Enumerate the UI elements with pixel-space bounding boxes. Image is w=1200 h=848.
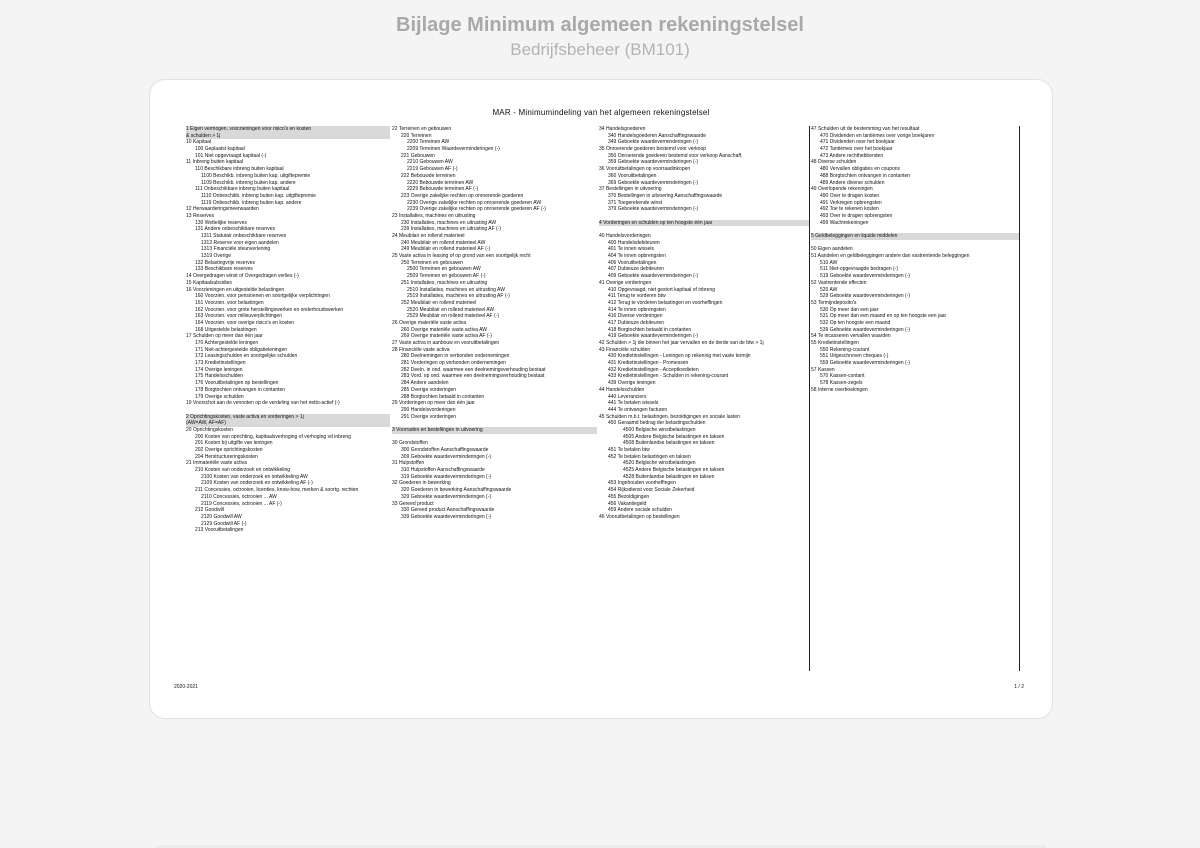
- account-row: 531 Op meer dan een maand en op ten hoogste een jaar: [820, 313, 947, 320]
- account-row: 221 Gebouwen: [401, 152, 435, 159]
- column-divider-right: [1019, 126, 1020, 671]
- account-row: 36 Vooruitbetalingen op voorraadinkopen: [599, 166, 691, 173]
- page-heading: MAR - Minimumindeling van het algemeen rekeningstelsel: [492, 108, 710, 117]
- account-row: 2209 Terreinen Waardeverminderingen (-): [407, 146, 500, 153]
- account-row: 570 Kassen-contant: [820, 373, 865, 380]
- account-row: 532 Op ten hoogste een maand: [820, 319, 891, 326]
- account-row: 454 Rijksdienst voor Sociale Zekerheid: [608, 487, 695, 494]
- account-row: 4500 Belgische winstbelastingen: [623, 426, 696, 433]
- account-row: 441 Te betalen wissels: [608, 400, 659, 407]
- account-row: 174 Overige leningen: [195, 366, 243, 373]
- account-row: 511 Niet-opgevraagde bedragen (-): [820, 266, 899, 273]
- account-row: 58 Interne overboekingen: [811, 386, 868, 393]
- account-row: 29 Vorderingen op meer dan één jaar: [392, 400, 475, 407]
- account-row: 409 Geboekte waardeverminderingen (-): [608, 273, 699, 280]
- account-row: 529 Geboekte waardeverminderingen (-): [820, 293, 911, 300]
- account-row: [599, 213, 809, 220]
- account-row: 22 Terreinen en gebouwen: [392, 126, 452, 132]
- account-row: 550 Rekening-courant: [820, 346, 870, 353]
- account-row: 110 Beschikbare inbreng buiten kapitaal: [195, 166, 284, 173]
- account-row: 131 Andere onbeschikbare reserves: [195, 226, 276, 233]
- page-footer-year: 2020-2021: [174, 684, 198, 690]
- account-row: 249 Meubilair en rollend materieel AF (-): [401, 246, 491, 253]
- account-row: 439 Overige leningen: [608, 380, 656, 387]
- account-row: 288 Borgtochten betaald in contanten: [401, 393, 485, 400]
- account-row: 16 Voorzieningen en uitgestelde belastingen: [186, 286, 285, 293]
- account-row: 111 Onbeschikbare inbreng buiten kapitaal: [195, 186, 290, 193]
- account-row: 57 Kassen: [811, 366, 835, 373]
- account-row: 21 Immateriële vaste activa: [186, 460, 247, 467]
- account-row: 47 Schulden uit de bestemming van het resultaat: [811, 126, 920, 132]
- account-row: 252 Meubilair en rollend materieel: [401, 299, 477, 306]
- account-row: 444 Te ontvangen facturen: [608, 406, 668, 413]
- account-row: 1100 Beschikb. inbreng buiten kap. uitgiftepremie: [201, 172, 311, 179]
- account-row: 2500 Terreinen en gebouwen AW: [407, 266, 481, 273]
- account-row: 519 Geboekte waardeverminderingen (-): [820, 273, 911, 280]
- account-row: 172 Leasingschulden en soortgelijke schulden: [195, 353, 298, 360]
- account-row: 488 Borgtochten ontvangen in contanten: [820, 172, 911, 179]
- account-row: 407 Dubieuze debiteuren: [608, 266, 664, 273]
- account-row: 23 Installaties, machines en uitrusting: [392, 212, 476, 219]
- account-row: 431 Kredietinstellingen - Promessen: [608, 360, 689, 367]
- account-row: 412 Terug te vorderen belastingen en voorheffingen: [608, 299, 723, 306]
- account-row: 211 Concessies, octrooien, licenties, know-how, merken & soortg. rechten: [195, 487, 359, 494]
- account-row: 300 Grondstoffen Aanschaffingswaarde: [401, 447, 489, 453]
- account-column-1: [186, 126, 390, 534]
- account-row: 4525 Andere Belgische belastingen en taksen: [623, 467, 725, 474]
- account-row: 473 Andere rechthebbenden: [820, 152, 884, 159]
- account-row: 32 Goederen in bewerking: [392, 480, 451, 487]
- account-row: 2200 Terreinen AW: [407, 139, 450, 146]
- account-row: 4508 Buitenlandse belastingen en taksen: [623, 440, 715, 447]
- account-row: 451 Te betalen btw: [608, 447, 650, 453]
- account-row: 168 Uitgestelde belastingen: [195, 326, 257, 333]
- account-row: 41 Overige vorderingen: [599, 279, 652, 286]
- account-row: 290 Handelsvorderingen: [401, 406, 456, 413]
- account-row: 2110 Concessies, octrooien ... AW: [201, 493, 277, 500]
- account-row: 404 Te innen opbrengsten: [608, 253, 666, 260]
- account-row: 1119 Onbeschikb. inbreng buiten kap. andere: [201, 199, 302, 206]
- account-row: 15 Kapitaalsubsidies: [186, 279, 232, 286]
- account-row: 133 Beschikbare reserves: [195, 266, 253, 273]
- account-row: 2510 Installaties, machines en uitrusting AW: [407, 286, 505, 293]
- account-row: 10 Kapitaal: [186, 139, 212, 146]
- account-row: 480 Vervallen obligaties en coupons: [820, 166, 901, 173]
- account-row: 410 Opgevraagd, niet gestort kapitaal of inbreng: [608, 286, 716, 293]
- account-row: 201 Kosten bij uitgifte van leningen: [195, 440, 273, 447]
- account-row: 240 Meubilair en rollend materieel AW: [401, 239, 486, 246]
- class-header-row: 1 Eigen vermogen, voorzieningen voor risico's en kosten: [186, 126, 390, 133]
- account-row: 202 Overige oprichtingskosten: [195, 447, 263, 453]
- account-row: 310 Hulpstoffen Aanschaffingswaarde: [401, 467, 485, 474]
- account-row: 319 Geboekte waardeverminderingen (-): [401, 473, 492, 480]
- account-row: 559 Geboekte waardeverminderingen (-): [820, 360, 911, 367]
- account-row: 171 Niet-achtergestelde obligatieleningen: [195, 346, 288, 353]
- account-row: 222 Bebouwde terreinen: [401, 172, 456, 179]
- account-row: 50 Eigen aandelen: [811, 246, 853, 253]
- account-row: 40 Handelsvorderingen: [599, 233, 651, 239]
- account-row: 4520 Belgische winstbelastingen: [623, 460, 696, 467]
- account-row: 251 Installaties, machines en uitrusting: [401, 279, 488, 286]
- account-row: 419 Geboekte waardeverminderingen (-): [608, 333, 699, 340]
- account-row: 400 Handelsdebiteuren: [608, 239, 660, 246]
- account-row: 401 Te innen wissels: [608, 246, 655, 253]
- account-row: 100 Geplaatst kapitaal: [195, 146, 245, 153]
- account-row: 370 Bestellingen in uitvoering Aanschaffingswaarde: [608, 192, 723, 199]
- account-row: 28 Financiële vaste activa: [392, 346, 450, 353]
- account-row: 2119 Concessies, octrooien ... AF (-): [201, 500, 282, 507]
- account-row: 1110 Onbeschikb. inbreng buiten kap. uitgiftepremie: [201, 192, 316, 199]
- account-row: [811, 226, 1019, 233]
- account-row: 2220 Bebouwde terreinen AW: [407, 179, 474, 186]
- account-row: 160 Voorzien. voor pensioenen en soortgelijke verplichtingen: [195, 293, 330, 300]
- account-row: [811, 240, 1019, 247]
- account-row: 2229 Bebouwde terreinen AF (-): [407, 186, 479, 193]
- account-row: 31 Hulpstoffen: [392, 460, 425, 467]
- account-row: 163 Voorzien. voor milieuverplichtingen: [195, 313, 282, 320]
- account-row: 339 Geboekte waardeverminderingen (-): [401, 513, 492, 520]
- account-row: 26 Overige materiële vaste activa: [392, 319, 467, 326]
- account-column-2: [392, 126, 597, 521]
- account-row: 12 Herwaarderingsmeerwaarden: [186, 206, 259, 213]
- class-header-row: 4 Vorderingen en schulden op ten hoogste één jaar: [599, 220, 809, 227]
- account-row: 418 Borgtochten betaald in contanten: [608, 326, 692, 333]
- account-row: 1109 Beschikb. inbreng buiten kap. andere: [201, 179, 296, 186]
- account-row: [392, 434, 597, 441]
- account-row: 470 Dividenden en tantièmes over vorige boekjaren: [820, 132, 935, 139]
- account-row: 46 Vooruitbetalingen op bestellingen: [599, 513, 680, 520]
- account-row: 417 Dubieuze debiteuren: [608, 319, 664, 326]
- account-row: 1312 Reserve voor eigen aandelen: [201, 239, 279, 246]
- account-row: 440 Leveranciers: [608, 393, 647, 400]
- account-row: 1319 Overige: [201, 253, 232, 260]
- account-row: 433 Kredietinstellingen - Schulden in rekening-courant: [608, 373, 729, 380]
- account-row: 2520 Meubilair en rollend materieel AW: [407, 306, 495, 313]
- account-column-4: [811, 126, 1019, 671]
- account-row: 578 Kassen-zegels: [820, 380, 863, 387]
- account-row: 42 Schulden > 1j die binnen het jaar vervallen en de derde van de btw > 1j: [599, 340, 764, 346]
- account-row: 2100 Kosten van onderzoek en ontwikkeling AW: [201, 473, 308, 480]
- account-row: 2519 Installaties, machines en uitrusting AF (-): [407, 293, 510, 300]
- account-row: 280 Deelnemingen in verbonden ondernemingen: [401, 353, 510, 360]
- account-row: 2109 Kosten van onderzoek en ontwikkeling AF (-): [201, 480, 313, 487]
- account-row: 493 Over te dragen opbrengsten: [820, 212, 893, 219]
- class-header-row: & schulden > 1j: [186, 133, 390, 140]
- account-row: 4528 Buitenlandse belastingen en taksen: [623, 473, 715, 480]
- account-row: 2120 Goodwill AW: [201, 513, 242, 520]
- account-row: 340 Handelsgoederen Aanschaffingswaarde: [608, 132, 707, 139]
- account-row: 371 Toegerekende winst: [608, 199, 663, 206]
- class-header-row: 5 Geldbeleggingen en liquide middelen: [811, 233, 1019, 240]
- account-row: 54 Te incasseren vervallen waarden: [811, 333, 891, 340]
- account-row: 2239 Overige zakelijke rechten op onroerende goederen AF (-): [407, 206, 546, 213]
- account-row: 200 Kosten van oprichting, kapitaalsverhoging of verhoging vd inbreng: [195, 433, 351, 440]
- account-row: 161 Voorzien. voor belastingen: [195, 299, 264, 306]
- account-row: 13 Reserves: [186, 212, 215, 219]
- account-row: 492 Toe te rekenen kosten: [820, 206, 879, 213]
- account-row: 471 Dividenden over het boekjaar: [820, 139, 895, 146]
- account-row: 132 Belastingvrije reserves: [195, 259, 256, 266]
- account-row: 490 Over te dragen kosten: [820, 192, 880, 199]
- account-row: 250 Terreinen en gebouwen: [401, 259, 463, 266]
- account-row: 539 Geboekte waardeverminderingen (-): [820, 326, 911, 333]
- account-row: 2230 Overige zakelijke rechten op onroerende goederen AW: [407, 199, 542, 206]
- account-row: 164 Voorzien. voor overige risico's en kosten: [195, 319, 295, 326]
- account-row: 2219 Gebouwen AF (-): [407, 166, 458, 173]
- account-row: 213 Vooruitbetalingen: [195, 527, 244, 534]
- account-row: 260 Overige materiële vaste activa AW: [401, 326, 487, 333]
- account-row: 1313 Financiële steunverlening: [201, 246, 271, 253]
- account-row: 179 Overige schulden: [195, 393, 244, 400]
- account-row: 281 Vorderingen op verbonden ondernemingen: [401, 360, 506, 367]
- account-row: 33 Gereed product: [392, 500, 434, 507]
- account-row: 416 Diverse vorderingen: [608, 313, 663, 320]
- account-row: 291 Overige vorderingen: [401, 413, 457, 420]
- account-row: [392, 420, 597, 427]
- account-row: 130 Wettelijke reserves: [195, 219, 247, 226]
- account-row: 53 Termijndeposito's: [811, 299, 857, 306]
- account-row: 170 Achtergestelde leningen: [195, 340, 259, 346]
- account-row: 282 Deeln. in ond. waarmee een deelnemingsverhouding bestaat: [401, 366, 546, 373]
- account-row: 432 Kredietinstellingen - Acceptkredieten: [608, 366, 699, 373]
- account-row: 520 AW: [820, 286, 838, 293]
- account-row: 414 Te innen opbrengsten: [608, 306, 666, 313]
- account-row: 223 Overige zakelijke rechten op onroerende goederen: [401, 192, 524, 199]
- account-row: 2129 Goodwill AF (-): [201, 520, 247, 527]
- account-row: 453 Ingehouden voorheffingen: [608, 480, 676, 487]
- account-row: 48 Diverse schulden: [811, 159, 857, 166]
- account-row: 489 Andere diverse schulden: [820, 179, 885, 186]
- class-header-row: 3 Voorraden en bestellingen in uitvoering: [392, 427, 597, 434]
- account-row: 45 Schulden m.b.t. belastingen, bezoldigingen en sociale lasten: [599, 413, 740, 420]
- account-row: 176 Vooruitbetalingen op bestellingen: [195, 380, 279, 387]
- account-row: 204 Herstructureringskosten: [195, 453, 258, 460]
- account-row: 239 Installaties, machines en uitrusting AF (-): [401, 226, 502, 233]
- account-row: 49 Overlopende rekeningen: [811, 186, 873, 193]
- account-row: 2529 Meubilair en rollend materieel AF (-): [407, 313, 499, 320]
- account-row: 210 Kosten van onderzoek en ontwikkeling: [195, 467, 291, 474]
- account-row: 220 Terreinen: [401, 132, 432, 139]
- account-row: 25 Vaste activa in leasing of op grond van een soortgelijk recht: [392, 253, 531, 260]
- account-row: 17 Schulden op meer dan één jaar: [186, 333, 263, 340]
- account-row: 411 Terug te vorderen btw: [608, 293, 666, 300]
- account-row: 369 Geboekte waardeverminderingen (-): [608, 179, 699, 186]
- account-row: 360 Vooruitbetalingen: [608, 172, 657, 179]
- account-row: 283 Vord. op ond. waarmee een deelnemingsverhouding bestaat: [401, 373, 545, 380]
- account-row: 19 Voorschot aan de vennoten op de verdeling van het netto-actief (-): [186, 400, 340, 407]
- account-row: 284 Andere aandelen: [401, 380, 449, 387]
- account-row: 459 Andere sociale schulden: [608, 507, 672, 514]
- account-row: 452 Te betalen belastingen en taksen: [608, 453, 691, 460]
- account-row: 349 Geboekte waardeverminderingen (-): [608, 139, 699, 146]
- account-row: 230 Installaties, machines en uitrusting AW: [401, 219, 497, 226]
- account-row: 52 Vastrentende effecten: [811, 279, 867, 286]
- account-row: 450 Geraamd bedrag der belastingschulden: [608, 420, 706, 427]
- account-row: [599, 226, 809, 233]
- account-row: 359 Geboekte waardeverminderingen (-): [608, 159, 699, 166]
- account-row: 101 Niet opgevraagd kapitaal (-): [195, 152, 267, 159]
- account-row: 55 Kredietinstellingen: [811, 340, 859, 346]
- account-column-3: [599, 126, 809, 521]
- document-subtitle: Bedrijfsbeheer (BM101): [510, 40, 690, 59]
- account-row: 379 Geboekte waardeverminderingen (-): [608, 206, 699, 213]
- account-row: 35 Onroerende goederen bestemd voor verkoop: [599, 146, 707, 153]
- account-row: 499 Wachtrekeningen: [820, 219, 869, 226]
- account-row: 510 AW: [820, 259, 838, 266]
- account-row: 320 Goederen in bewerking Aanschaffingswaarde: [401, 487, 512, 494]
- account-row: 329 Geboekte waardeverminderingen (-): [401, 493, 492, 500]
- account-row: 456 Vakantiegeld: [608, 500, 647, 507]
- account-row: 24 Meubilair en rollend materieel: [392, 233, 465, 239]
- account-row: 173 Kredietinstellingen: [195, 360, 246, 367]
- account-row: 285 Overige vorderingen: [401, 386, 457, 393]
- account-row: 51 Aandelen en geldbeleggingen andere dan vastrentende beleggingen: [811, 253, 970, 260]
- class-header-row: (AW=AW, AF=AF): [186, 420, 390, 427]
- account-row: 269 Overige materiële vaste activa AF (-): [401, 333, 492, 340]
- account-row: 350 Onroerende goederen bestemd voor verkoop Aanschaff.: [608, 152, 743, 159]
- account-row: 2509 Terreinen en gebouwen AF (-): [407, 273, 486, 280]
- account-row: 551 Uitgeschreven cheques (-): [820, 353, 889, 360]
- account-row: 406 Vooruitbetalingen: [608, 259, 657, 266]
- account-row: 491 Verkregen opbrengsten: [820, 199, 882, 206]
- document-page: [149, 79, 1053, 719]
- page-footer-number: 1 / 2: [1014, 684, 1024, 690]
- account-row: 175 Handelsschulden: [195, 373, 244, 380]
- account-row: 212 Goodwill: [195, 507, 224, 514]
- class-header-row: 2 Oprichtingskosten, vaste activa en vorderingen > 1j: [186, 414, 390, 421]
- account-row: 11 Inbreng buiten kapitaal: [186, 159, 244, 166]
- account-row: 309 Geboekte waardeverminderingen (-): [401, 453, 492, 460]
- account-row: 2210 Gebouwen AW: [407, 159, 453, 166]
- account-row: 43 Financiële schulden: [599, 346, 651, 353]
- account-row: 4505 Andere Belgische belastingen en taksen: [623, 433, 725, 440]
- document-header: [0, 12, 1200, 62]
- account-row: 430 Kredietinstellingen - Leningen op rekening met vaste termijn: [608, 353, 751, 360]
- account-row: 330 Gereed product Aanschaffingswaarde: [401, 507, 495, 514]
- account-row: 472 Tantièmes over het boekjaar: [820, 146, 893, 153]
- account-row: 455 Bezoldigingen: [608, 493, 650, 500]
- account-row: 530 Op meer dan een jaar: [820, 306, 879, 313]
- account-row: 30 Grondstoffen: [392, 440, 428, 447]
- account-row: 27 Vaste activa in aanbouw en vooruitbetalingen: [392, 340, 500, 346]
- account-row: 44 Handelsschulden: [599, 386, 645, 393]
- account-row: 1311 Statutair onbeschikbare reserves: [201, 233, 287, 239]
- account-row: 162 Voorzien. voor grote herstellingswerken en onderhoudswerken: [195, 306, 344, 313]
- account-row: 34 Handelsgoederen: [599, 126, 646, 132]
- document-title: Bijlage Minimum algemeen rekeningstelsel: [396, 14, 804, 36]
- account-row: 20 Oprichtingskosten: [186, 426, 233, 433]
- column-divider-left: [809, 126, 810, 671]
- account-row: [186, 407, 390, 414]
- account-row: 14 Overgedragen winst of Overgedragen verlies (-): [186, 273, 299, 280]
- account-row: 178 Borgtochten ontvangen in contanten: [195, 386, 286, 393]
- account-row: 37 Bestellingen in uitvoering: [599, 186, 662, 193]
